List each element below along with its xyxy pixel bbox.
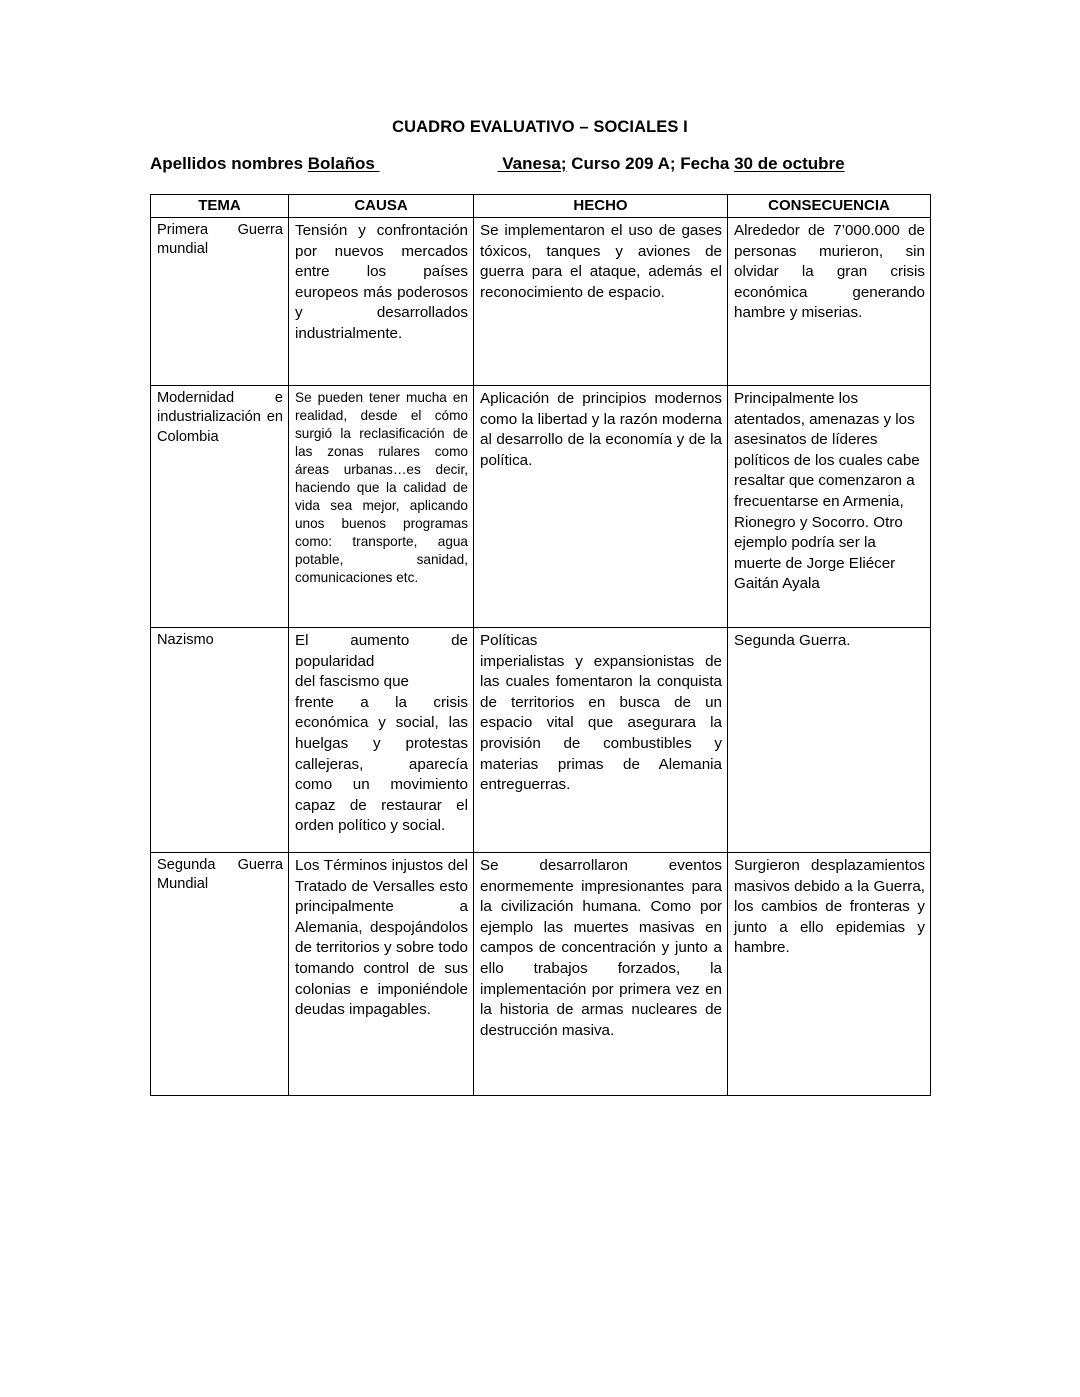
page-title: CUADRO EVALUATIVO – SOCIALES I	[392, 118, 688, 136]
causa-paragraph-2: del fascismo que	[295, 673, 409, 691]
hecho-paragraph-1: Políticas	[480, 632, 538, 649]
evaluation-table	[150, 194, 931, 1096]
table-row	[151, 386, 931, 628]
table-row	[151, 853, 931, 1096]
column-header-tema: TEMA	[151, 195, 289, 218]
cell-causa	[289, 628, 474, 853]
column-header-causa: CAUSA	[289, 195, 474, 218]
cell-hecho: Se implementaron el uso de gases tóxicos, tanques y aviones de guerra para el ataque, además el reconocimiento de espacio.	[474, 218, 728, 386]
column-header-hecho: HECHO	[474, 195, 728, 218]
causa-paragraph-3: frente a la crisis económica y social, las huelgas y protestas callejeras, aparecía como un movimiento capaz de restaurar el orden político y social.	[295, 693, 468, 835]
cell-tema: Nazismo	[151, 628, 289, 853]
apellido-value: Bolaños	[307, 154, 380, 173]
cell-hecho: Aplicación de principios modernos como la libertad y la razón moderna al desarrollo de la economía y de la política.	[474, 386, 728, 628]
cell-consecuencia: Segunda Guerra.	[728, 628, 931, 853]
cell-causa: Se pueden tener mucha en realidad, desde el cómo surgió la reclasificación de las zonas rulares como áreas urbanas…es decir, haciendo que la calidad de vida sea mejor, aplicando unos buenos programas como: transporte, agua potable, sanidad, comunicaciones etc.	[289, 386, 474, 628]
cell-tema: Primera Guerra mundial	[151, 218, 289, 386]
cell-hecho: Se desarrollaron eventos enormemente impresionantes para la civilización humana. Como por ejemplo las muertes masivas en campos de concentración y junto a ello trabajos forzados, la implementación por primera vez en la historia de armas nucleares de destrucción masiva.	[474, 853, 728, 1096]
cell-tema: Segunda Guerra Mundial	[151, 853, 289, 1096]
curso-fecha-label: Curso 209 A; Fecha	[566, 154, 735, 173]
cell-causa: Tensión y confrontación por nuevos mercados entre los países europeos más poderosos y desarrollados industrialmente.	[289, 218, 474, 386]
cell-causa: Los Términos injustos del Tratado de Versalles esto principalmente a Alemania, despojándolos de territorios y sobre todo tomando control de sus colonias e imponiéndole deudas impagables.	[289, 853, 474, 1096]
cell-tema: Modernidad e industrialización en Colombia	[151, 386, 289, 628]
cell-hecho	[474, 628, 728, 853]
apellidos-nombres-label: Apellidos nombres	[150, 154, 308, 173]
causa-paragraph-1: El aumento de popularidad	[295, 632, 468, 670]
fecha-value: 30 de octubre	[734, 154, 845, 173]
cell-consecuencia: Principalmente los atentados, amenazas y los asesinatos de líderes políticos de los cuales cabe resaltar que comenzaron a frecuentarse en Armenia, Rionegro y Socorro. Otro ejemplo podría ser la muerte de Jorge Eliécer Gaitán Ayala	[728, 386, 931, 628]
table-row	[151, 218, 931, 386]
nombre-value: Vanesa;	[497, 154, 567, 173]
table-header-row	[151, 195, 931, 218]
student-header-line	[150, 154, 940, 174]
cell-consecuencia: Surgieron desplazamientos masivos debido a la Guerra, los cambios de fronteras y junto a ello epidemias y hambre.	[728, 853, 931, 1096]
table-row	[151, 628, 931, 853]
column-header-consecuencia: CONSECUENCIA	[728, 195, 931, 218]
cell-consecuencia: Alrededor de 7’000.000 de personas murieron, sin olvidar la gran crisis económica generando hambre y miserias.	[728, 218, 931, 386]
hecho-paragraph-2: imperialistas y expansionistas de las cuales fomentaron la conquista de territorios en busca de un espacio vital que asegurara la provisión de combustibles y materias primas de Alemania entreguerras.	[480, 652, 722, 794]
